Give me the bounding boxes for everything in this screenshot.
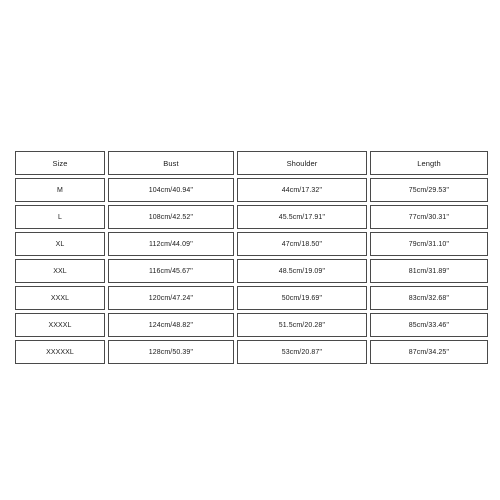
- length-cell: 81cm/31.89'': [370, 259, 488, 283]
- size-chart-header: [15, 151, 488, 175]
- length-cell: 87cm/34.25'': [370, 340, 488, 364]
- length-cell: 77cm/30.31'': [370, 205, 488, 229]
- header-row: [15, 151, 488, 175]
- shoulder-cell: 50cm/19.69'': [237, 286, 367, 310]
- bust-cell: 112cm/44.09'': [108, 232, 234, 256]
- size-cell: XXXXXL: [15, 340, 105, 364]
- header-size: Size: [15, 151, 105, 175]
- table-row: [15, 178, 488, 202]
- size-cell: XXXXL: [15, 313, 105, 337]
- size-cell: XXXL: [15, 286, 105, 310]
- size-cell: L: [15, 205, 105, 229]
- header-bust: Bust: [108, 151, 234, 175]
- bust-cell: 108cm/42.52'': [108, 205, 234, 229]
- length-cell: 79cm/31.10'': [370, 232, 488, 256]
- header-shoulder: Shoulder: [237, 151, 367, 175]
- bust-cell: 128cm/50.39'': [108, 340, 234, 364]
- table-row: [15, 205, 488, 229]
- length-cell: 85cm/33.46'': [370, 313, 488, 337]
- bust-cell: 124cm/48.82'': [108, 313, 234, 337]
- table-row: [15, 232, 488, 256]
- shoulder-cell: 47cm/18.50'': [237, 232, 367, 256]
- size-chart-body: [15, 178, 488, 364]
- table-row: [15, 286, 488, 310]
- shoulder-cell: 45.5cm/17.91'': [237, 205, 367, 229]
- header-length: Length: [370, 151, 488, 175]
- shoulder-cell: 48.5cm/19.09'': [237, 259, 367, 283]
- shoulder-cell: 51.5cm/20.28'': [237, 313, 367, 337]
- bust-cell: 120cm/47.24'': [108, 286, 234, 310]
- length-cell: 83cm/32.68'': [370, 286, 488, 310]
- size-chart-table: [12, 148, 491, 367]
- shoulder-cell: 53cm/20.87'': [237, 340, 367, 364]
- table-row: [15, 259, 488, 283]
- shoulder-cell: 44cm/17.32'': [237, 178, 367, 202]
- bust-cell: 116cm/45.67'': [108, 259, 234, 283]
- size-cell: XXL: [15, 259, 105, 283]
- size-cell: M: [15, 178, 105, 202]
- table-row: [15, 340, 488, 364]
- table-row: [15, 313, 488, 337]
- length-cell: 75cm/29.53'': [370, 178, 488, 202]
- size-cell: XL: [15, 232, 105, 256]
- bust-cell: 104cm/40.94'': [108, 178, 234, 202]
